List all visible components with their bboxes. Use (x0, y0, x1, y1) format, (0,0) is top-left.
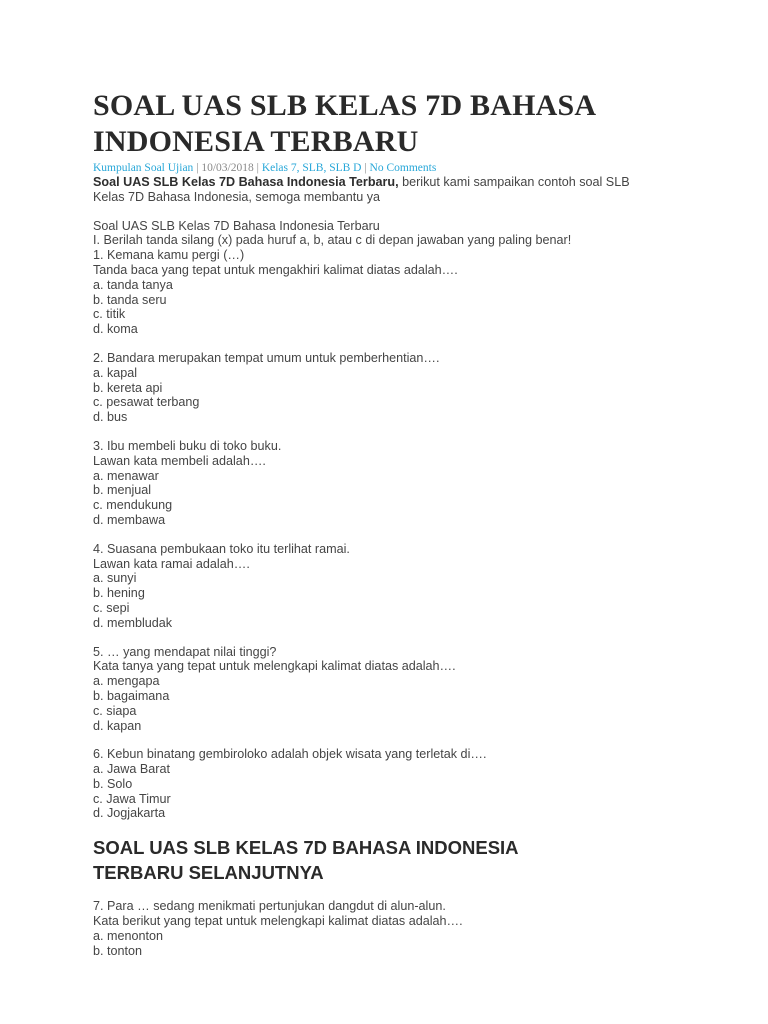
question-6-text: 6. Kebun binatang gembiroloko adalah objek wisata yang terletak di…. (93, 747, 487, 762)
question-3-option: b. menjual (93, 483, 152, 498)
section-title: Soal UAS SLB Kelas 7D Bahasa Indonesia Terbaru (93, 218, 380, 233)
question-4-option: d. membludak (93, 615, 173, 630)
question-6-option: b. Solo (93, 776, 133, 791)
question-4-option: c. sepi (93, 600, 130, 615)
question-4 (93, 542, 733, 631)
question-3-option: a. menawar (93, 468, 159, 483)
article (93, 88, 733, 958)
meta-separator: | (361, 162, 370, 174)
intro-text-line-2: Kelas 7D Bahasa Indonesia, semoga membantu ya (93, 189, 381, 204)
article-title (93, 88, 733, 160)
question-2-text: 2. Bandara merupakan tempat umum untuk pemberhentian…. (93, 350, 440, 365)
question-1-option: b. tanda seru (93, 292, 167, 307)
subheading-line-2: TERBARU SELANJUTNYA (93, 862, 324, 884)
question-7-option: a. menonton (93, 928, 164, 943)
comments-link[interactable]: No Comments (369, 162, 437, 174)
question-7-option: b. tonton (93, 943, 143, 958)
question-2-option: a. kapal (93, 365, 138, 380)
question-4-option: b. hening (93, 586, 145, 601)
intro-paragraph (93, 175, 733, 205)
question-2-option: b. kereta api (93, 380, 163, 395)
question-7 (93, 899, 733, 958)
question-3-option: c. mendukung (93, 498, 173, 513)
instruction: I. Berilah tanda silang (x) pada huruf a, b, atau c di depan jawaban yang paling benar! (93, 233, 572, 248)
article-title-line-2: INDONESIA TERBARU (93, 125, 419, 158)
question-7-text: 7. Para … sedang menikmati pertunjukan dangdut di alun-alun. (93, 899, 446, 914)
question-2-option: d. bus (93, 410, 128, 425)
question-1-option: c. titik (93, 307, 126, 322)
post-meta (93, 161, 733, 175)
question-5-option: a. mengapa (93, 674, 160, 689)
question-6-option: d. Jogjakarta (93, 806, 166, 821)
tags-link[interactable]: Kelas 7, SLB, SLB D (261, 162, 362, 174)
question-6 (93, 747, 733, 821)
question-4-option: a. sunyi (93, 571, 137, 586)
question-5-text: Kata tanya yang tepat untuk melengkapi kalimat diatas adalah…. (93, 659, 456, 674)
question-2-option: c. pesawat terbang (93, 395, 200, 410)
question-5-text: 5. … yang mendapat nilai tinggi? (93, 644, 277, 659)
question-6-option: a. Jawa Barat (93, 762, 171, 777)
question-1-option: a. tanda tanya (93, 277, 173, 292)
subheading (93, 835, 733, 885)
post-date: 10/03/2018 (201, 162, 254, 174)
question-1-option: d. koma (93, 322, 138, 337)
subheading-line-1: SOAL UAS SLB KELAS 7D BAHASA INDONESIA (93, 837, 519, 859)
question-3-option: d. membawa (93, 512, 166, 527)
meta-separator: | (253, 162, 262, 174)
question-3-text: 3. Ibu membeli buku di toko buku. (93, 438, 282, 453)
question-5 (93, 645, 733, 734)
question-1-text: Tanda baca yang tepat untuk mengakhiri kalimat diatas adalah…. (93, 262, 458, 277)
meta-separator: | (193, 162, 202, 174)
category-link[interactable]: Kumpulan Soal Ujian (93, 162, 194, 174)
article-title-line-1: SOAL UAS SLB KELAS 7D BAHASA (93, 89, 597, 122)
question-5-option: d. kapan (93, 718, 142, 733)
question-3-text: Lawan kata membeli adalah…. (93, 453, 266, 468)
intro-text: berikut kami sampaikan contoh soal SLB (398, 175, 630, 189)
question-4-text: Lawan kata ramai adalah…. (93, 556, 250, 571)
question-4-text: 4. Suasana pembukaan toko itu terlihat ramai. (93, 541, 350, 556)
question-1-text: 1. Kemana kamu pergi (…) (93, 248, 245, 263)
question-6-option: c. Jawa Timur (93, 791, 171, 806)
question-2 (93, 351, 733, 425)
question-7-text: Kata berikut yang tepat untuk melengkapi kalimat diatas adalah…. (93, 914, 463, 929)
question-5-option: c. siapa (93, 703, 137, 718)
question-3 (93, 439, 733, 528)
section-intro (93, 219, 733, 337)
intro-bold: Soal UAS SLB Kelas 7D Bahasa Indonesia Terbaru, (93, 175, 399, 189)
question-5-option: b. bagaimana (93, 688, 170, 703)
